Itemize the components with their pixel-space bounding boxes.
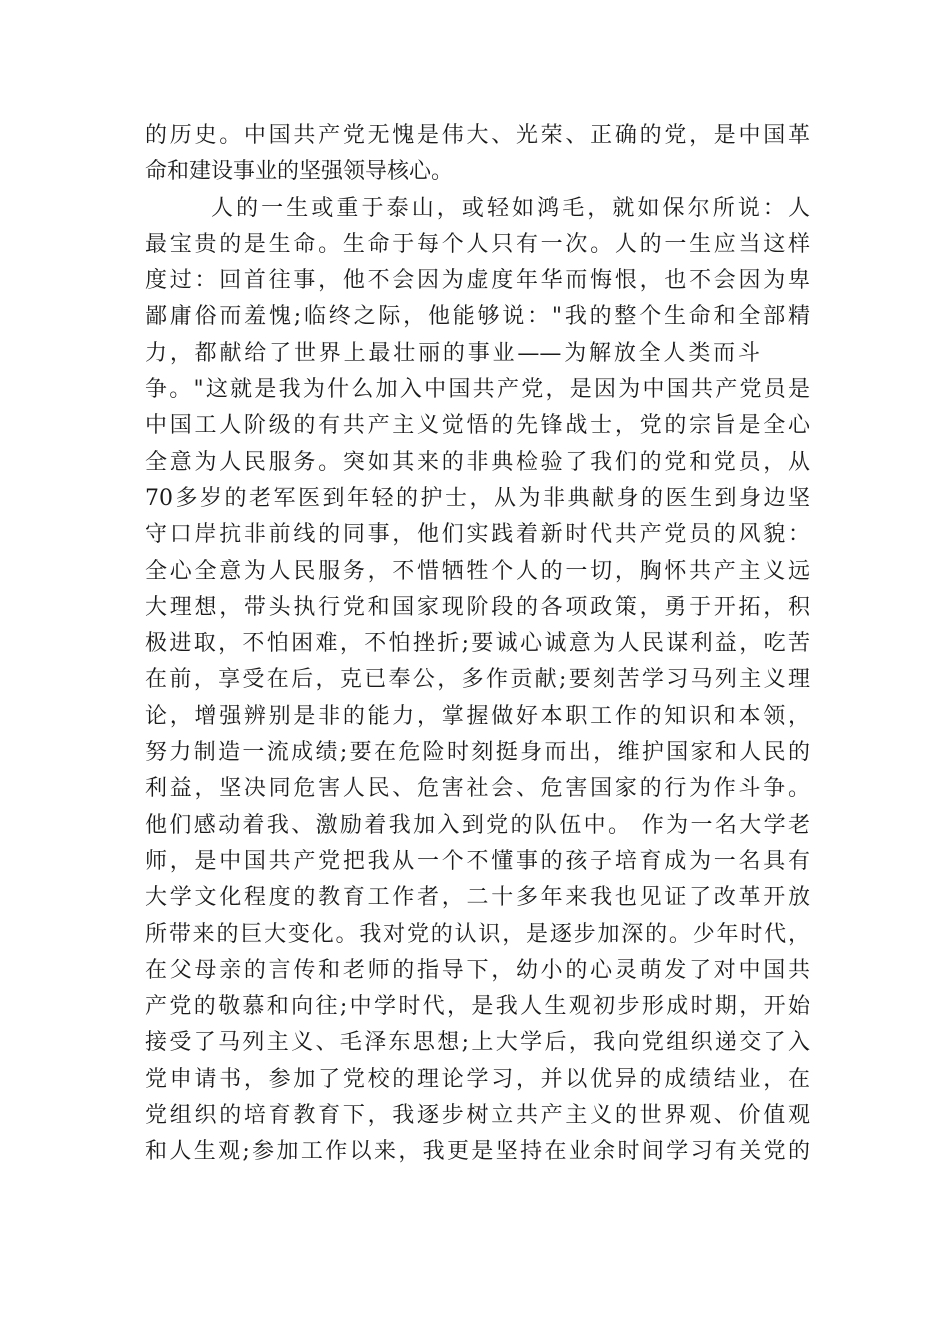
text-line-23: 所带来的巨大变化。我对党的认识，是逐步加深的。少年时代， bbox=[145, 921, 810, 947]
text-line-7: 力，都献给了世界上最壮丽的事业——为解放全人类而斗 bbox=[145, 340, 760, 366]
text-line-13: 全心全意为人民服务，不惜牺牲个人的一切，胸怀共产主义远 bbox=[145, 558, 810, 584]
text-line-21: 师，是中国共产党把我从一个不懂事的孩子培育成为一名具有 bbox=[145, 848, 810, 874]
text-line-6: 鄙庸俗而羞愧;临终之际，他能够说："我的整个生命和全部精 bbox=[145, 304, 810, 330]
text-line-25: 产党的敬慕和向往;中学时代，是我人生观初步形成时期，开始 bbox=[145, 994, 810, 1020]
text-line-24: 在父母亲的言传和老师的指导下，幼小的心灵萌发了对中国共 bbox=[145, 957, 810, 983]
body-text bbox=[145, 118, 810, 1171]
text-line-18: 努力制造一流成绩;要在危险时刻挺身而出，维护国家和人民的 bbox=[145, 740, 810, 766]
text-line-9: 中国工人阶级的有共产主义觉悟的先锋战士，党的宗旨是全心 bbox=[145, 413, 810, 439]
text-line-11: 70多岁的老军医到年轻的护士，从为非典献身的医生到身边坚 bbox=[145, 485, 810, 511]
text-line-26: 接受了马列主义、毛泽东思想;上大学后，我向党组织递交了入 bbox=[145, 1030, 810, 1056]
text-line-22: 大学文化程度的教育工作者，二十多年来我也见证了改革开放 bbox=[145, 885, 810, 911]
text-line-16: 在前，享受在后，克已奉公，多作贡献;要刻苦学习马列主义理 bbox=[145, 667, 810, 693]
text-line-5: 度过：回首往事，他不会因为虚度年华而悔恨，也不会因为卑 bbox=[145, 268, 810, 294]
text-line-8: 争。"这就是我为什么加入中国共产党，是因为中国共产党员是 bbox=[145, 377, 810, 403]
text-line-27: 党申请书，参加了党校的理论学习，并以优异的成绩结业，在 bbox=[145, 1066, 810, 1092]
text-line-1: 的历史。中国共产党无愧是伟大、光荣、正确的党，是中国革 bbox=[145, 123, 810, 148]
text-line-14: 大理想，带头执行党和国家现阶段的各项政策，勇于开拓，积 bbox=[145, 594, 810, 620]
text-line-10: 全意为人民服务。突如其来的非典检验了我们的党和党员，从 bbox=[145, 449, 810, 475]
text-line-29: 和人生观;参加工作以来，我更是坚持在业余时间学习有关党的 bbox=[145, 1139, 810, 1165]
text-line-4: 最宝贵的是生命。生命于每个人只有一次。人的一生应当这样 bbox=[145, 231, 810, 257]
text-line-15: 极进取，不怕困难，不怕挫折;要诚心诚意为人民谋利益，吃苦 bbox=[145, 631, 810, 657]
text-line-28: 党组织的培育教育下，我逐步树立共产主义的世界观、价值观 bbox=[145, 1103, 810, 1129]
text-line-17: 论，增强辨别是非的能力，掌握做好本职工作的知识和本领， bbox=[145, 703, 810, 729]
text-line-3: 人的一生或重于泰山，或轻如鸿毛，就如保尔所说：人 bbox=[211, 195, 810, 221]
text-line-12: 守口岸抗非前线的同事，他们实践着新时代共产党员的风貌： bbox=[145, 522, 810, 548]
text-line-20: 他们感动着我、激励着我加入到党的队伍中。 作为一名大学老 bbox=[145, 812, 810, 838]
text-line-19: 利益，坚决同危害人民、危害社会、危害国家的行为作斗争。 bbox=[145, 776, 810, 802]
text-line-2: 命和建设事业的坚强领导核心。 bbox=[145, 159, 454, 185]
